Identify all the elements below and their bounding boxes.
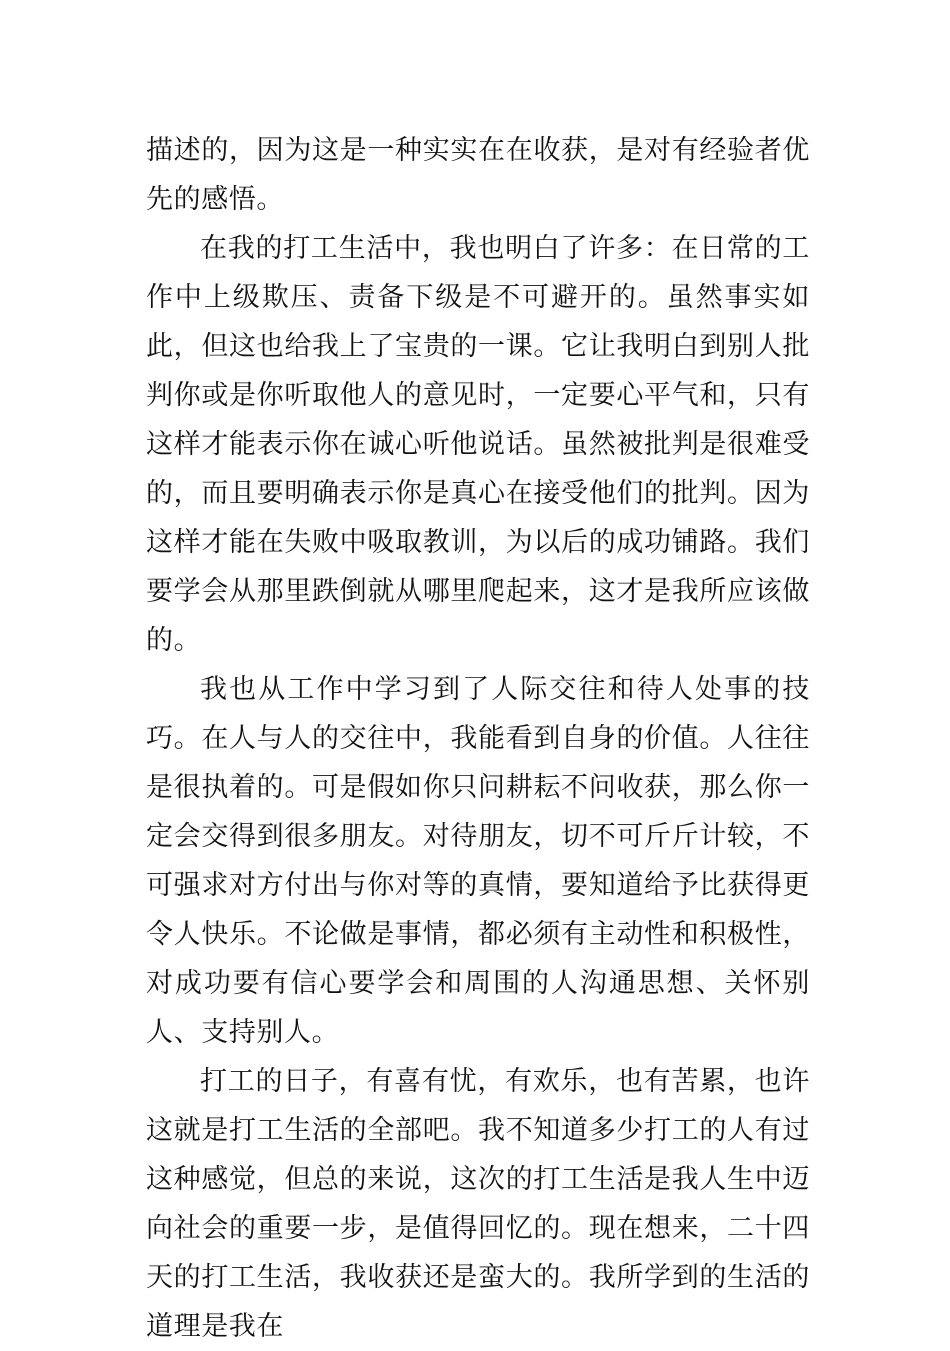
paragraph-continuation: 描述的，因为这是一种实实在在收获，是对有经验者优先的感悟。: [146, 135, 810, 215]
paragraph-workplace-criticism: 在我的打工生活中，我也明白了许多：在日常的工作中上级欺压、责备下级是不可避开的。虽然事实如此，但这也给我上了宝贵的一课。它让我明白到别人批判你或是你听取他人的意见时，一定要心平气和，只有这样才能表示你在诚心听他说话。虽然被批判是很难受的，而且要明确表示你是真心在接受他们的批判。因为这样才能在失败中吸取教训，为以后的成功铺路。我们要学会从那里跌倒就从哪里爬起来，这才是我所应该做的。: [146, 233, 810, 656]
document-body: [146, 126, 810, 1351]
paragraph-interpersonal-skills: 我也从工作中学习到了人际交往和待人处事的技巧。在人与人的交往中，我能看到自身的价值。人往往是很执着的。可是假如你只问耕耘不问收获，那么你一定会交得到很多朋友。对待朋友，切不可斤斤计较，不可强求对方付出与你对等的真情，要知道给予比获得更令人快乐。不论做是事情，都必须有主动性和积极性，对成功要有信心要学会和周围的人沟通思想、关怀别人、支持别人。: [146, 674, 810, 1048]
paragraph-work-reflection: 打工的日子，有喜有忧，有欢乐，也有苦累，也许这就是打工生活的全部吧。我不知道多少打工的人有过这种感觉，但总的来说，这次的打工生活是我人生中迈向社会的重要一步，是值得回忆的。现在想来，二十四天的打工生活，我收获还是蛮大的。我所学到的生活的道理是我在: [146, 1066, 810, 1342]
